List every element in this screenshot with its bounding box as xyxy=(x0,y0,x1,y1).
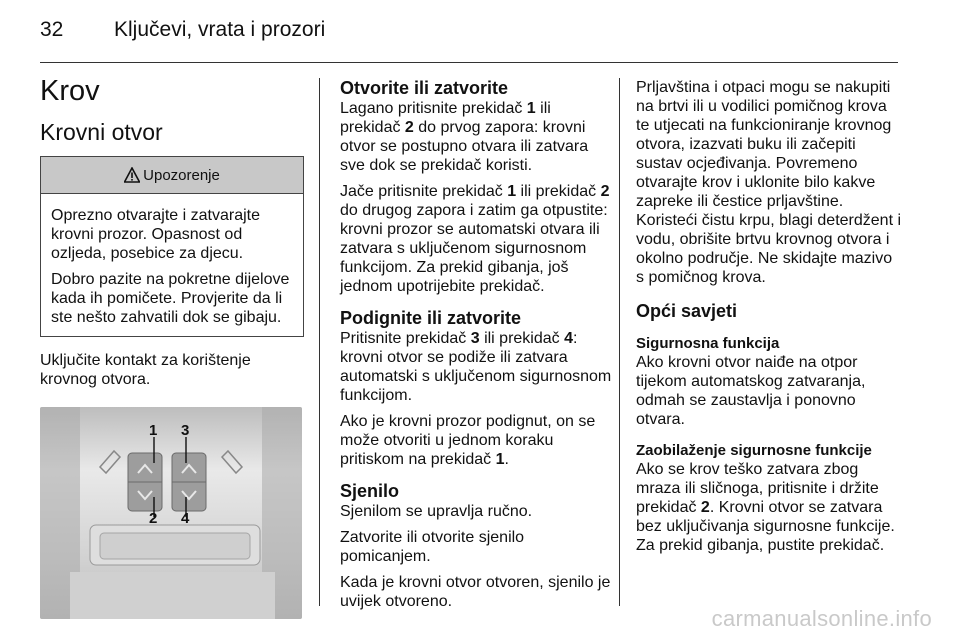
text-run: Pritisnite prekidač xyxy=(340,330,471,347)
warning-icon xyxy=(124,167,140,183)
text-run: . Krovni otvor se zatvara bez uključivanja sigurnosne funkcije. Za prekid gibanja, pustite prekidač. xyxy=(636,499,895,554)
warning-header xyxy=(41,157,303,194)
switch-ref: 2 xyxy=(600,183,610,200)
text-run: Ako je krovni prozor podignut, on se može otvoriti u jednom koraku pritiskom na prekidač xyxy=(340,413,596,468)
paragraph xyxy=(340,99,612,175)
warning-heading: Upozorenje xyxy=(143,166,220,184)
roof-console-illustration xyxy=(40,407,302,619)
paragraph: Prljavština i otpaci mogu se nakupiti na brtvi ili u vodilici pomičnog krova te utjecati na funkcioniranje krovnog otvora, izazvati buku ili začepiti sustav ocjeđivanja. Povremeno otvarajte krov i uklonite bilo kakve zapreke ili čestice prljavštine. Koristeći čistu krpu, blagi deterdžent i vodu, obrišite brtvu krovnog otvora i okolno područje. Ne skidajte mazivo s pomičnog krova. xyxy=(636,79,902,286)
column-1 xyxy=(40,74,304,619)
paragraph: Zatvorite ili otvorite sjenilo pomicanjem. xyxy=(340,529,525,565)
switch-ref: 2 xyxy=(404,119,414,136)
warning-box xyxy=(40,156,304,337)
heading-open-close: Otvorite ili zatvorite xyxy=(340,78,509,98)
roof-switch-figure xyxy=(40,407,302,619)
figure-label-2: 2 xyxy=(149,510,158,527)
header-rule xyxy=(40,62,898,63)
figure-label-1: 1 xyxy=(149,422,158,439)
column-divider xyxy=(619,78,620,606)
heading-shade: Sjenilo xyxy=(340,481,400,501)
page-number: 32 xyxy=(40,18,64,41)
paragraph xyxy=(340,329,612,405)
warning-text: Dobro pazite na pokretne dijelove kada ih pomičete. Provjerite da li ste nešto zahvatili dok se gibaju. xyxy=(51,271,290,326)
paragraph: Sjenilom se upravlja ručno. xyxy=(340,503,533,520)
paragraph xyxy=(636,460,904,555)
heading-override: Zaobilaženje sigurnosne funkcije xyxy=(636,442,872,459)
paragraph: Kada je krovni otvor otvoren, sjenilo je uvijek otvoreno. xyxy=(340,574,611,610)
paragraph xyxy=(340,412,612,469)
switch-ref: 4 xyxy=(564,330,574,347)
figure-label-3: 3 xyxy=(181,422,190,439)
section-subtitle: Krovni otvor xyxy=(40,119,163,145)
heading-general-tips: Opći savjeti xyxy=(636,301,738,321)
text-run: ili prekidač xyxy=(340,100,551,136)
warning-text: Oprezno otvarajte i zatvarajte krovni prozor. Opasnost od ozljeda, posebice za djecu. xyxy=(51,207,260,262)
switch-ref: 1 xyxy=(507,183,517,200)
switch-ref: 1 xyxy=(526,100,536,117)
intro-text: Uključite kontakt za korištenje krovnog otvora. xyxy=(40,352,251,388)
column-2 xyxy=(340,78,612,618)
text-run: : krovni otvor se podiže ili zatvara automatski s uključenom sigurnosnom funkcijom. xyxy=(340,330,612,404)
paragraph: Ako krovni otvor naiđe na otpor tijekom automatskog zatvaranja, odmah se zaustavlja i ponovno otvara. xyxy=(636,354,866,428)
watermark: carmanualsonline.info xyxy=(711,606,932,631)
text-run: . xyxy=(504,451,509,468)
page-header xyxy=(40,18,326,42)
column-3 xyxy=(636,78,904,562)
switch-ref: 2 xyxy=(700,499,710,516)
text-run: Jače pritisnite prekidač xyxy=(340,183,508,200)
text-run: do drugog zapora i zatim ga otpustite: krovni prozor se automatski otvara ili zatvara s uključenom sigurnosnom funkcijom. Za prekid gibanja, još jednom upotrijebite prekidač. xyxy=(340,202,608,295)
figure-label-4: 4 xyxy=(181,510,190,527)
page-title: Krov xyxy=(40,75,100,107)
text-run: do prvog zapora: krovni otvor se postupno otvara ili zatvara sve dok se prekidač koristi. xyxy=(340,119,589,174)
text-run: ili prekidač xyxy=(516,183,601,200)
switch-ref: 1 xyxy=(495,451,505,468)
text-run: ili prekidač xyxy=(479,330,565,347)
section-title: Ključevi, vrata i prozori xyxy=(114,18,326,41)
warning-body xyxy=(41,194,303,336)
switch-ref: 3 xyxy=(470,330,480,347)
text-run: Lagano pritisnite prekidač xyxy=(340,100,527,117)
heading-raise-close: Podignite ili zatvorite xyxy=(340,308,522,328)
column-divider xyxy=(319,78,320,606)
text-run: Ako se krov teško zatvara zbog mraza ili sličnoga, pritisnite i držite prekidač xyxy=(636,461,879,516)
paragraph xyxy=(340,182,612,296)
heading-safety-function: Sigurnosna funkcija xyxy=(636,335,780,352)
